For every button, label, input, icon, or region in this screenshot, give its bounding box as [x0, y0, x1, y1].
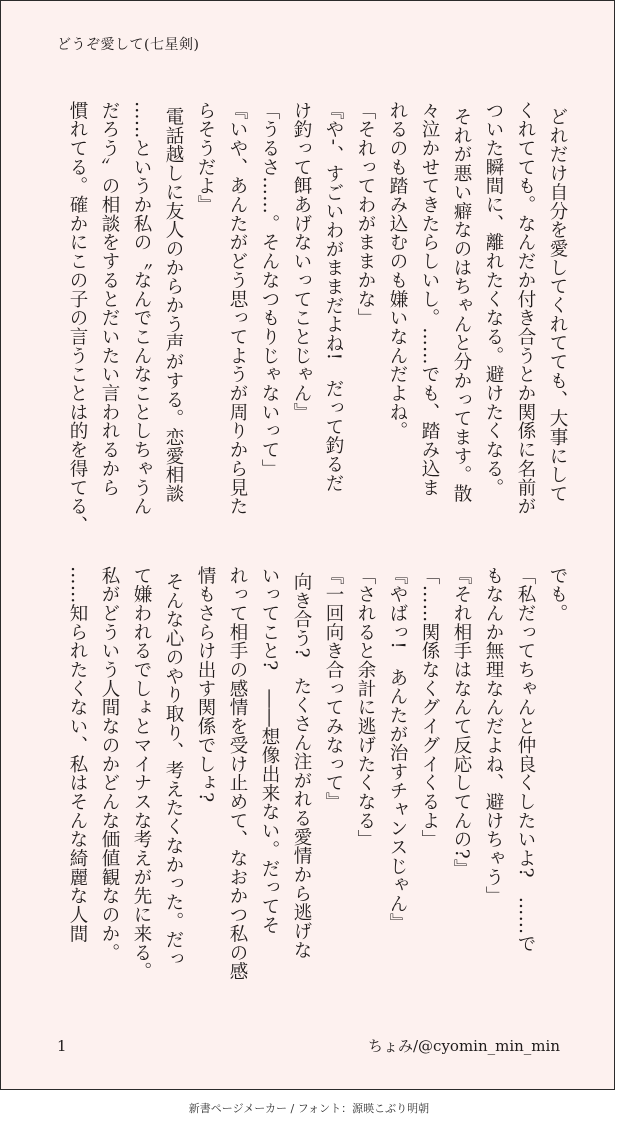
generator-credit: 新書ページメーカー / フォント：源暎こぶり明朝 — [188, 1102, 430, 1115]
upper-text-block — [53, 101, 573, 541]
lower-text-block — [53, 566, 573, 986]
lower-vertical-text: でも。 「私だってちゃんと仲良くしたいよ? ……で もなんか無理なんだよね、避けちゃう」 『それ相手はなんて反応してんの?』 「……関係なくグイグイくるよ」 『やばっ! あんたが治すチャンスじゃん』 「されると余計に逃げたくなる」 『一回向き合ってみなって』 向き合う? たくさん注がれる愛情から逃げな いってこと? ――想像出来ない。だってそ れって相手の感情を受け止めて、なおかつ私の感 情もさらけ出す関係でしょ? そんな心のやり取り、考えたくなかった。だっ て嫌われるでしょとマイナスな考えが先に来る。 私がどういう人間なのかどんな価値観なのか。 ……知られたくない、私はそんな綺麗な人間 — [67, 566, 568, 981]
upper-vertical-text: どれだけ自分を愛してくれてても、大事にして くれてても。なんだか付き合うとか関係に名前が ついた瞬間に、離れたくなる。避けたくなる。 それが悪い癖なのはちゃんと分かってます。散 々泣かせてきたらしいし。……でも、踏み込ま れるのも踏み込むのも嫌いなんだよね。 「それってわがままかな」 『や-、すごいわがままだよね! だって釣るだ け釣って餌あげないってことじゃん』 「うるさ……。そんなつもりじゃないって」 『いや、あんたがどう思ってようが周りから見た らそうだよ』 電話越しに友人のからかう声がする。恋愛相談 ……というか私の〝なんでこんなことしちゃうん だろう〟の相談をするとだいたい言われるから 慣れてる。確かにこの子の言うことは的を得てる、 — [67, 101, 568, 535]
page-number: 1 — [57, 1037, 67, 1055]
author-credit: ちょみ/@cyomin_min_min — [367, 1037, 560, 1055]
page-title: どうぞ愛して(七星剣) — [57, 37, 200, 53]
